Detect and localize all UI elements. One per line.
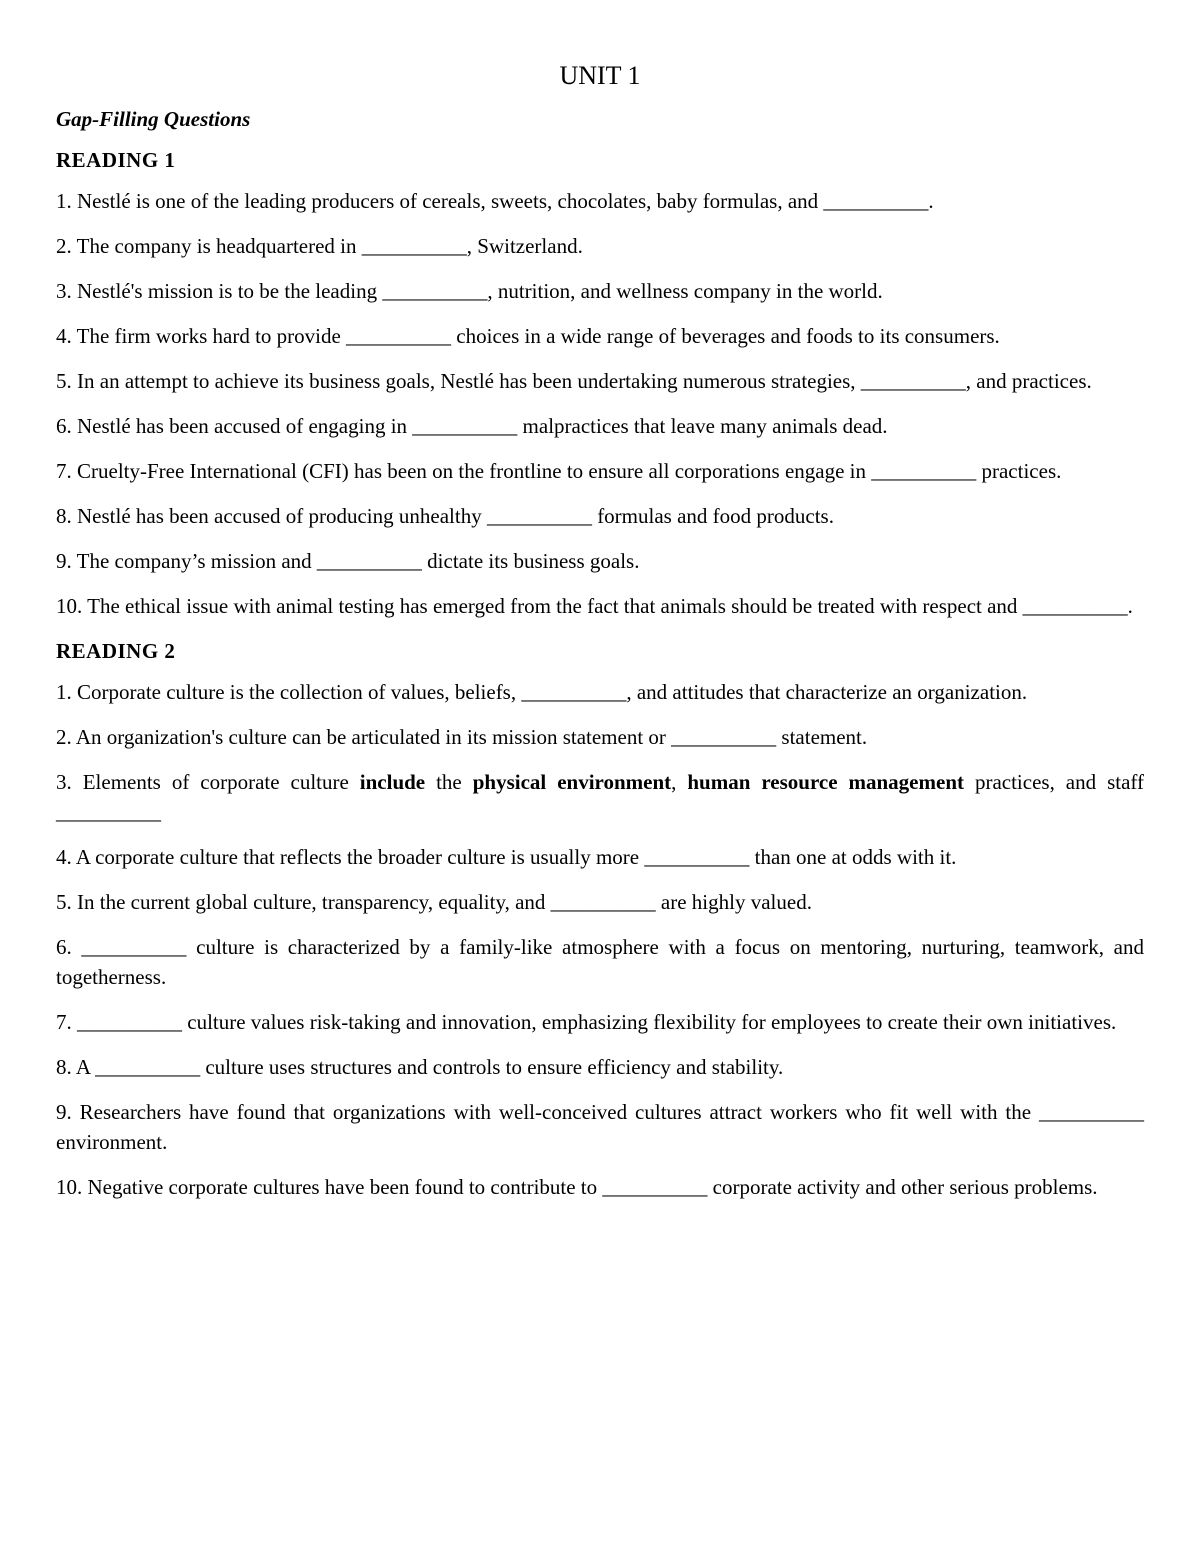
question-item: 7. __________ culture values risk-taking and innovation, emphasizing flexibility for employees to create their own initiatives. — [56, 1010, 1117, 1034]
question-item: 1. Corporate culture is the collection of values, beliefs, __________, and attitudes that characterize an organization. — [56, 680, 1028, 704]
question-item: 10. Negative corporate cultures have been found to contribute to __________ corporate activity and other serious problems. — [56, 1175, 1098, 1199]
question-item: 4. A corporate culture that reflects the broader culture is usually more __________ than one at odds with it. — [56, 845, 957, 869]
question-item: 10. The ethical issue with animal testing has emerged from the fact that animals should be treated with respect and __________. — [56, 594, 1133, 618]
document-subtitle: Gap-Filling Questions — [56, 107, 251, 131]
question-item: 2. An organization's culture can be articulated in its mission statement or __________ statement. — [56, 725, 868, 749]
bold-term: physical environment — [472, 770, 672, 794]
question-item: 5. In an attempt to achieve its business goals, Nestlé has been undertaking numerous strategies, __________, and practices. — [56, 369, 1092, 393]
question-item: 9. Researchers have found that organizations with well-conceived cultures attract workers who fit well with the __________ environment. — [56, 1100, 1144, 1154]
question-item: 7. Cruelty-Free International (CFI) has been on the frontline to ensure all corporations engage in __________ practices. — [56, 459, 1062, 483]
reading-2-list — [56, 677, 1144, 1202]
question-item: 2. The company is headquartered in __________, Switzerland. — [56, 234, 583, 258]
question-text: the — [425, 770, 473, 794]
bold-term: human resource management — [687, 770, 964, 794]
question-item: 5. In the current global culture, transparency, equality, and __________ are highly valued. — [56, 890, 812, 914]
question-item — [56, 767, 1144, 827]
question-text: 3. Elements of corporate culture — [56, 770, 360, 794]
question-item: 3. Nestlé's mission is to be the leading __________, nutrition, and wellness company in the world. — [56, 279, 883, 303]
document-page — [56, 58, 1144, 1217]
bold-term: include — [359, 770, 426, 794]
question-item: 6. Nestlé has been accused of engaging in __________ malpractices that leave many animals dead. — [56, 414, 888, 438]
question-item: 4. The firm works hard to provide __________ choices in a wide range of beverages and foods to its consumers. — [56, 324, 1000, 348]
reading-2-heading: READING 2 — [56, 639, 176, 663]
question-text: , — [671, 770, 688, 794]
question-item: 9. The company’s mission and __________ dictate its business goals. — [56, 549, 640, 573]
question-item: 8. Nestlé has been accused of producing unhealthy __________ formulas and food products. — [56, 504, 834, 528]
question-text: practices, and staff __________ — [56, 770, 1145, 824]
question-item: 8. A __________ culture uses structures and controls to ensure efficiency and stability. — [56, 1055, 784, 1079]
reading-1-list — [56, 186, 1144, 621]
reading-1-heading: READING 1 — [56, 148, 176, 172]
document-title: UNIT 1 — [559, 61, 641, 90]
question-item: 6. __________ culture is characterized by a family-like atmosphere with a focus on mentoring, nurturing, teamwork, and togetherness. — [56, 935, 1144, 989]
question-item: 1. Nestlé is one of the leading producers of cereals, sweets, chocolates, baby formulas, and __________. — [56, 189, 934, 213]
